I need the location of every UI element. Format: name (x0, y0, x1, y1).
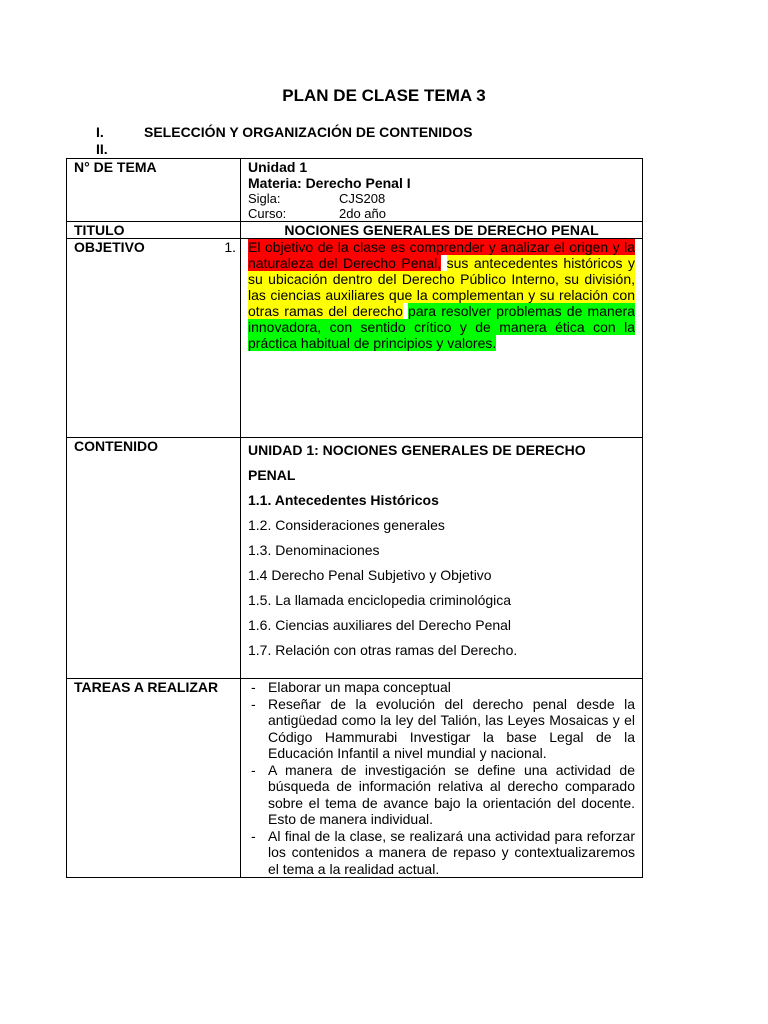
row-tema (67, 159, 643, 222)
sigla-label: Sigla: (248, 191, 281, 206)
list-item: - A manera de investigación se define una actividad de búsqueda de información relativa al derecho comparado sobre el tema de avance bajo la orientación del docente. Esto de manera individual. (248, 762, 635, 828)
section-label: SELECCIÓN Y ORGANIZACIÓN DE CONTENIDOS (144, 124, 473, 140)
unidad-text: Unidad 1 (248, 159, 308, 175)
curso-label: Curso: (248, 206, 287, 221)
list-item: 1.5. La llamada enciclopedia criminológica (248, 592, 512, 608)
tareas-cell (241, 679, 643, 878)
row-objetivo (67, 239, 643, 438)
objetivo-yellow-highlight: sus antecedentes históricos y su ubicación dentro del Derecho Público Interno, su división, las ciencias auxiliares que la complementan y su relación con otras ramas del derecho (248, 255, 636, 319)
list-item: 1.2. Consideraciones generales (248, 517, 445, 533)
objetivo-red-highlight: El objetivo de la clase es comprender y analizar el origen y la naturaleza del Derecho Penal, (248, 239, 635, 271)
list-item: - Reseñar de la evolución del derecho penal desde la antigüedad como la ley del Talión, las Leyes Mosaicas y el Código Hammurabi Investigar la base Legal de la Educación Infantil a nivel mundial y nacional. (248, 696, 635, 762)
titulo-value: NOCIONES GENERALES DE DERECHO PENAL (241, 222, 643, 239)
list-item: 1.6. Ciencias auxiliares del Derecho Penal (248, 617, 512, 633)
list-item: - Elaborar un mapa conceptual (248, 679, 635, 696)
list-item: - Al final de la clase, se realizará una actividad para reforzar los contenidos a manera de repaso y contextualizaremos el tema a la realidad actual. (248, 828, 635, 878)
label-objetivo: OBJETIVO (74, 239, 145, 255)
label-tema: N° DE TEMA (67, 159, 241, 222)
label-tareas: TAREAS A REALIZAR (67, 679, 241, 878)
section-heading-1 (96, 124, 473, 140)
row-tareas (67, 679, 643, 878)
list-item: 1.7. Relación con otras ramas del Derecho. (248, 642, 518, 658)
contenido-subheading: 1.1. Antecedentes Históricos (248, 492, 439, 508)
section-number: II. (96, 141, 108, 157)
sigla-value: CJS208 (339, 191, 386, 206)
cell-tema (241, 159, 643, 222)
curso-line (248, 206, 635, 221)
row-contenido (67, 438, 643, 679)
objetivo-text (241, 239, 643, 438)
objetivo-green-highlight: para resolver problemas de manera innovadora, con sentido crítico y de manera ética con la práctica habitual de principios y valores. (248, 303, 636, 351)
section-heading-2 (96, 141, 144, 157)
page-title: PLAN DE CLASE TEMA 3 (282, 86, 486, 105)
label-objetivo-cell (67, 239, 241, 438)
label-contenido: CONTENIDO (67, 438, 241, 679)
contenido-list (241, 438, 643, 679)
label-titulo: TITULO (67, 222, 241, 239)
sigla-line (248, 191, 635, 206)
objetivo-number: 1. (224, 239, 236, 255)
list-item: 1.4 Derecho Penal Subjetivo y Objetivo (248, 567, 492, 583)
lesson-plan-table (66, 158, 643, 878)
list-item: 1.3. Denominaciones (248, 542, 380, 558)
row-titulo (67, 222, 643, 239)
materia-text: Materia: Derecho Penal I (248, 175, 411, 191)
section-number: I. (96, 124, 104, 140)
curso-value: 2do año (339, 206, 386, 221)
tareas-list (248, 679, 635, 877)
contenido-heading: UNIDAD 1: NOCIONES GENERALES DE DERECHO PENAL (248, 442, 586, 483)
